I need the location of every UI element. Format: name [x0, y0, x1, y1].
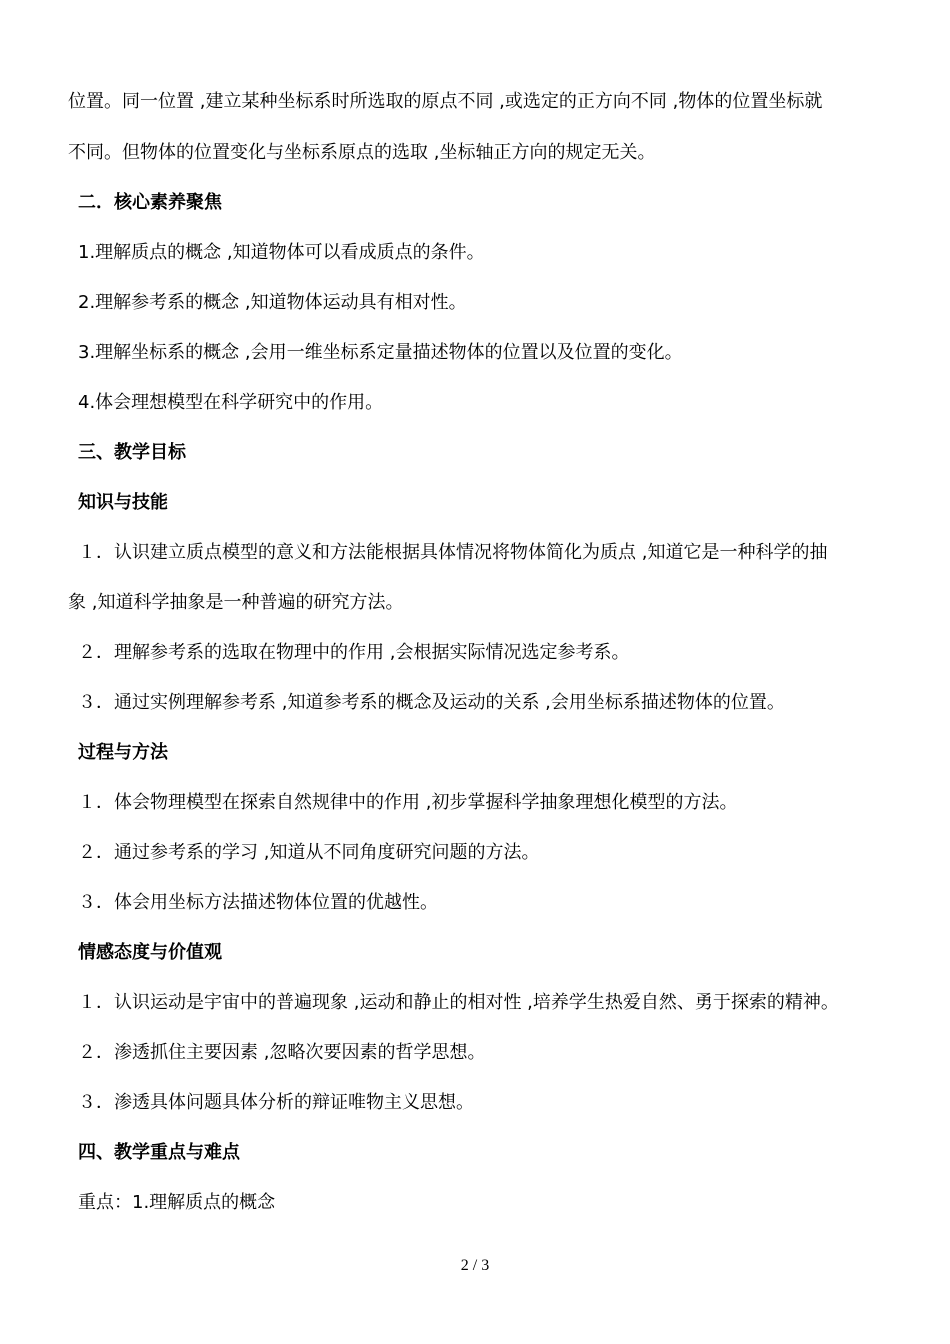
list-item: ２．渗透抓住主要因素 ,忽略次要因素的哲学思想。: [78, 1042, 486, 1063]
list-item: ２．理解参考系的选取在物理中的作用 ,会根据实际情况选定参考系。: [78, 642, 630, 663]
list-item: 1.理解质点的概念 ,知道物体可以看成质点的条件。: [78, 242, 485, 263]
subheading-process-methods: 过程与方法: [78, 742, 168, 763]
list-item: 2.理解参考系的概念 ,知道物体运动具有相对性。: [78, 292, 467, 313]
list-item: 4.体会理想模型在科学研究中的作用。: [78, 392, 384, 413]
list-item: １．认识建立质点模型的意义和方法能根据具体情况将物体简化为质点 ,知道它是一种科学的抽: [78, 542, 828, 563]
list-item: １．体会物理模型在探索自然规律中的作用 ,初步掌握科学抽象理想化模型的方法。: [78, 792, 738, 813]
list-item: ３．渗透具体问题具体分析的辩证唯物主义思想。: [78, 1092, 474, 1113]
key-point-line: 重点：1.理解质点的概念: [78, 1192, 276, 1213]
list-item: １．认识运动是宇宙中的普遍现象 ,运动和静止的相对性 ,培养学生热爱自然、勇于探索的精神。: [78, 992, 839, 1013]
subheading-knowledge-skills: 知识与技能: [78, 492, 168, 513]
subheading-emotion-values: 情感态度与价值观: [78, 942, 222, 963]
intro-line-2: 不同。但物体的位置变化与坐标系原点的选取 ,坐标轴正方向的规定无关。: [68, 142, 656, 163]
section-heading-core-literacy: 二．核心素养聚焦: [78, 192, 222, 213]
list-item: ２．通过参考系的学习 ,知道从不同角度研究问题的方法。: [78, 842, 540, 863]
section-heading-teaching-goals: 三、教学目标: [78, 442, 186, 463]
list-item: ３．体会用坐标方法描述物体位置的优越性。: [78, 892, 438, 913]
page-number: 2 / 3: [460, 1257, 490, 1274]
list-item: ３．通过实例理解参考系 ,知道参考系的概念及运动的关系 ,会用坐标系描述物体的位置。: [78, 692, 785, 713]
intro-line-1: 位置。同一位置 ,建立某种坐标系时所选取的原点不同 ,或选定的正方向不同 ,物体的位置坐标就: [68, 91, 823, 112]
section-heading-key-difficult-points: 四、教学重点与难点: [78, 1142, 240, 1163]
list-item: 3.理解坐标系的概念 ,会用一维坐标系定量描述物体的位置以及位置的变化。: [78, 342, 683, 363]
list-item-continuation: 象 ,知道科学抽象是一种普遍的研究方法。: [68, 592, 404, 613]
